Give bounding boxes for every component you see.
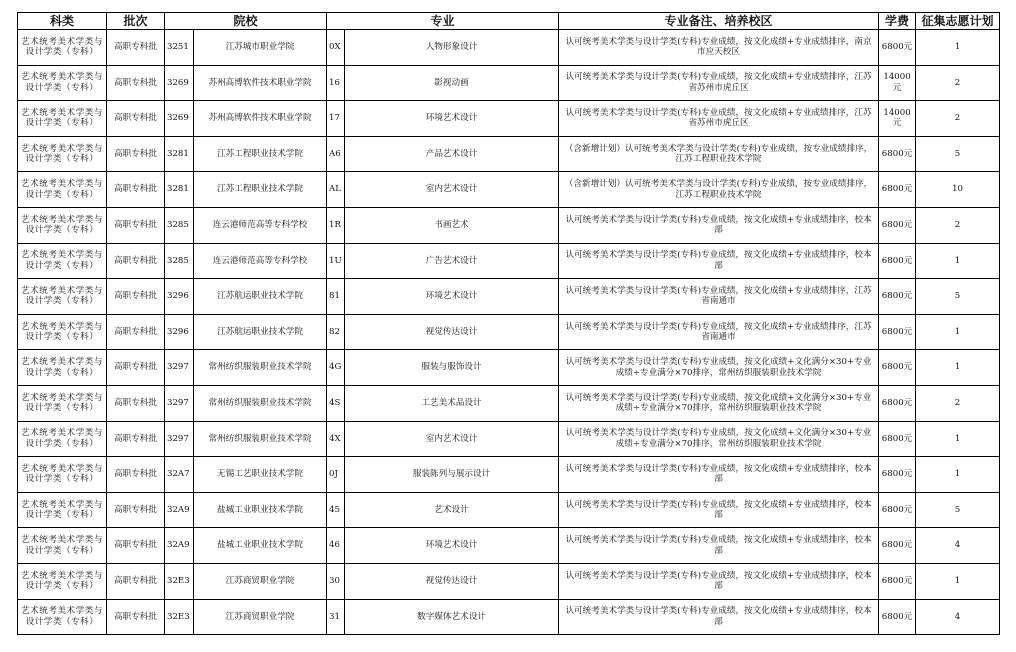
table-row: [18, 172, 1000, 208]
major-code-cell: 81: [327, 279, 345, 315]
table-row: [18, 528, 1000, 564]
school-code-cell: 3281: [165, 136, 194, 172]
note-cell: 认可统考美术学类与设计学类(专科)专业成绩，按文化成绩+专业成绩排序，校本部: [559, 457, 879, 493]
school-name-cell: 苏州高博软件技术职业学院: [194, 101, 327, 137]
plan-cell: 10: [916, 172, 1000, 208]
school-name-cell: 常州纺织服装职业技术学院: [194, 350, 327, 386]
batch-cell: 高职专科批: [107, 101, 165, 137]
school-name-cell: 连云港师范高等专科学校: [194, 207, 327, 243]
school-code-cell: 3281: [165, 172, 194, 208]
school-code-cell: 3297: [165, 385, 194, 421]
major-code-cell: 30: [327, 563, 345, 599]
plan-cell: 4: [916, 599, 1000, 635]
major-name-cell: 环境艺术设计: [345, 279, 559, 315]
batch-cell: 高职专科批: [107, 350, 165, 386]
batch-cell: 高职专科批: [107, 599, 165, 635]
category-cell: 艺术统考美术学类与设计学类（专科）: [18, 528, 107, 564]
major-code-cell: 4G: [327, 350, 345, 386]
category-cell: 艺术统考美术学类与设计学类（专科）: [18, 599, 107, 635]
batch-cell: 高职专科批: [107, 528, 165, 564]
school-name-cell: 苏州高博软件技术职业学院: [194, 65, 327, 101]
school-code-cell: 3296: [165, 279, 194, 315]
header-major: 专业: [327, 13, 559, 30]
plan-cell: 2: [916, 385, 1000, 421]
note-cell: 认可统考美术学类与设计学类(专科)专业成绩，按文化成绩+专业成绩排序，江苏省苏州市虎丘区: [559, 101, 879, 137]
major-code-cell: 45: [327, 492, 345, 528]
batch-cell: 高职专科批: [107, 421, 165, 457]
fee-cell: 6800元: [879, 385, 916, 421]
fee-cell: 6800元: [879, 528, 916, 564]
table-row: [18, 492, 1000, 528]
fee-cell: 6800元: [879, 207, 916, 243]
major-code-cell: A6: [327, 136, 345, 172]
note-cell: 认可统考美术学类与设计学类(专科)专业成绩，按文化成绩+专业成绩排序，校本部: [559, 599, 879, 635]
plan-cell: 2: [916, 101, 1000, 137]
plan-cell: 5: [916, 279, 1000, 315]
table-row: [18, 279, 1000, 315]
plan-cell: 1: [916, 457, 1000, 493]
school-code-cell: 3269: [165, 65, 194, 101]
batch-cell: 高职专科批: [107, 243, 165, 279]
school-code-cell: 32A9: [165, 528, 194, 564]
note-cell: （含新增计划）认可统考美术学类与设计学类(专科)专业成绩，按专业成绩排序，江苏工程职业技术学院: [559, 136, 879, 172]
fee-cell: 6800元: [879, 314, 916, 350]
fee-cell: 14000元: [879, 101, 916, 137]
plan-cell: 2: [916, 207, 1000, 243]
category-cell: 艺术统考美术学类与设计学类（专科）: [18, 136, 107, 172]
major-name-cell: 环境艺术设计: [345, 101, 559, 137]
category-cell: 艺术统考美术学类与设计学类（专科）: [18, 30, 107, 66]
note-cell: 认可统考美术学类与设计学类(专科)专业成绩，按文化成绩+文化满分×30+专业成绩÷专业满分×70排序，常州纺织服装职业技术学院: [559, 385, 879, 421]
table-row: [18, 599, 1000, 635]
school-name-cell: 常州纺织服装职业技术学院: [194, 421, 327, 457]
table-header-row: [18, 13, 1000, 30]
school-code-cell: 32A9: [165, 492, 194, 528]
major-name-cell: 人物形象设计: [345, 30, 559, 66]
major-name-cell: 服装陈列与展示设计: [345, 457, 559, 493]
plan-cell: 5: [916, 492, 1000, 528]
major-name-cell: 服装与服饰设计: [345, 350, 559, 386]
category-cell: 艺术统考美术学类与设计学类（专科）: [18, 314, 107, 350]
major-name-cell: 影视动画: [345, 65, 559, 101]
fee-cell: 6800元: [879, 421, 916, 457]
school-name-cell: 江苏城市职业学院: [194, 30, 327, 66]
school-name-cell: 连云港师范高等专科学校: [194, 243, 327, 279]
major-name-cell: 书画艺术: [345, 207, 559, 243]
plan-cell: 1: [916, 350, 1000, 386]
major-name-cell: 环境艺术设计: [345, 528, 559, 564]
school-name-cell: 常州纺织服装职业技术学院: [194, 385, 327, 421]
batch-cell: 高职专科批: [107, 385, 165, 421]
category-cell: 艺术统考美术学类与设计学类（专科）: [18, 207, 107, 243]
fee-cell: 6800元: [879, 599, 916, 635]
header-category: 科类: [18, 13, 107, 30]
major-code-cell: 1U: [327, 243, 345, 279]
fee-cell: 6800元: [879, 30, 916, 66]
note-cell: 认可统考美术学类与设计学类(专科)专业成绩，按文化成绩+专业成绩排序，校本部: [559, 207, 879, 243]
major-code-cell: 31: [327, 599, 345, 635]
note-cell: 认可统考美术学类与设计学类(专科)专业成绩，按文化成绩+专业成绩排序，校本部: [559, 243, 879, 279]
major-code-cell: 4S: [327, 385, 345, 421]
batch-cell: 高职专科批: [107, 30, 165, 66]
header-school: 院校: [165, 13, 327, 30]
batch-cell: 高职专科批: [107, 492, 165, 528]
table-body: [18, 30, 1000, 635]
major-code-cell: 82: [327, 314, 345, 350]
batch-cell: 高职专科批: [107, 563, 165, 599]
school-code-cell: 32A7: [165, 457, 194, 493]
table-row: [18, 563, 1000, 599]
table-row: [18, 350, 1000, 386]
school-code-cell: 3285: [165, 243, 194, 279]
major-code-cell: 16: [327, 65, 345, 101]
note-cell: 认可统考美术学类与设计学类(专科)专业成绩，按文化成绩+专业成绩排序，江苏省南通市: [559, 314, 879, 350]
category-cell: 艺术统考美术学类与设计学类（专科）: [18, 350, 107, 386]
plan-cell: 1: [916, 314, 1000, 350]
major-code-cell: 1R: [327, 207, 345, 243]
plan-cell: 5: [916, 136, 1000, 172]
table-row: [18, 65, 1000, 101]
plan-cell: 1: [916, 30, 1000, 66]
fee-cell: 6800元: [879, 350, 916, 386]
fee-cell: 6800元: [879, 279, 916, 315]
fee-cell: 6800元: [879, 243, 916, 279]
school-code-cell: 3285: [165, 207, 194, 243]
category-cell: 艺术统考美术学类与设计学类（专科）: [18, 385, 107, 421]
batch-cell: 高职专科批: [107, 65, 165, 101]
fee-cell: 6800元: [879, 492, 916, 528]
table-row: [18, 136, 1000, 172]
major-code-cell: AL: [327, 172, 345, 208]
category-cell: 艺术统考美术学类与设计学类（专科）: [18, 101, 107, 137]
major-name-cell: 室内艺术设计: [345, 172, 559, 208]
major-name-cell: 工艺美术品设计: [345, 385, 559, 421]
major-code-cell: 4X: [327, 421, 345, 457]
header-batch: 批次: [107, 13, 165, 30]
category-cell: 艺术统考美术学类与设计学类（专科）: [18, 457, 107, 493]
note-cell: 认可统考美术学类与设计学类(专科)专业成绩，按文化成绩+专业成绩排序，江苏省南通市: [559, 279, 879, 315]
batch-cell: 高职专科批: [107, 136, 165, 172]
note-cell: 认可统考美术学类与设计学类(专科)专业成绩，按文化成绩+文化满分×30+专业成绩÷专业满分×70排序，常州纺织服装职业技术学院: [559, 350, 879, 386]
major-name-cell: 室内艺术设计: [345, 421, 559, 457]
note-cell: 认可统考美术学类与设计学类(专科)专业成绩，按文化成绩+专业成绩排序，校本部: [559, 528, 879, 564]
school-name-cell: 江苏航运职业技术学院: [194, 279, 327, 315]
school-code-cell: 3297: [165, 350, 194, 386]
major-code-cell: 0J: [327, 457, 345, 493]
table-row: [18, 457, 1000, 493]
school-name-cell: 江苏航运职业技术学院: [194, 314, 327, 350]
category-cell: 艺术统考美术学类与设计学类（专科）: [18, 492, 107, 528]
batch-cell: 高职专科批: [107, 314, 165, 350]
school-code-cell: 3297: [165, 421, 194, 457]
major-code-cell: 46: [327, 528, 345, 564]
table-row: [18, 207, 1000, 243]
table-row: [18, 314, 1000, 350]
note-cell: 认可统考美术学类与设计学类(专科)专业成绩，按文化成绩+文化满分×30+专业成绩÷专业满分×70排序，常州纺织服装职业技术学院: [559, 421, 879, 457]
plan-cell: 1: [916, 421, 1000, 457]
plan-cell: 2: [916, 65, 1000, 101]
category-cell: 艺术统考美术学类与设计学类（专科）: [18, 65, 107, 101]
major-name-cell: 广告艺术设计: [345, 243, 559, 279]
school-name-cell: 江苏商贸职业学院: [194, 599, 327, 635]
table-row: [18, 30, 1000, 66]
fee-cell: 6800元: [879, 563, 916, 599]
school-name-cell: 江苏工程职业技术学院: [194, 172, 327, 208]
major-name-cell: 数字媒体艺术设计: [345, 599, 559, 635]
school-code-cell: 32E3: [165, 599, 194, 635]
batch-cell: 高职专科批: [107, 172, 165, 208]
note-cell: 认可统考美术学类与设计学类(专科)专业成绩，按文化成绩+专业成绩排序，校本部: [559, 492, 879, 528]
admissions-table: [17, 12, 1000, 635]
major-code-cell: 0X: [327, 30, 345, 66]
plan-cell: 1: [916, 563, 1000, 599]
category-cell: 艺术统考美术学类与设计学类（专科）: [18, 243, 107, 279]
fee-cell: 14000元: [879, 65, 916, 101]
table-row: [18, 421, 1000, 457]
fee-cell: 6800元: [879, 172, 916, 208]
admissions-table-container: [17, 12, 1000, 635]
school-code-cell: 3251: [165, 30, 194, 66]
category-cell: 艺术统考美术学类与设计学类（专科）: [18, 421, 107, 457]
school-name-cell: 盐城工业职业技术学院: [194, 492, 327, 528]
school-name-cell: 无锡工艺职业技术学院: [194, 457, 327, 493]
major-code-cell: 17: [327, 101, 345, 137]
major-name-cell: 视觉传达设计: [345, 314, 559, 350]
school-code-cell: 32E3: [165, 563, 194, 599]
header-plan: 征集志愿计划: [916, 13, 1000, 30]
table-row: [18, 385, 1000, 421]
school-name-cell: 盐城工业职业技术学院: [194, 528, 327, 564]
table-row: [18, 243, 1000, 279]
header-fee: 学费: [879, 13, 916, 30]
major-name-cell: 产品艺术设计: [345, 136, 559, 172]
note-cell: （含新增计划）认可统考美术学类与设计学类(专科)专业成绩，按专业成绩排序，江苏工程职业技术学院: [559, 172, 879, 208]
plan-cell: 1: [916, 243, 1000, 279]
major-name-cell: 艺术设计: [345, 492, 559, 528]
school-name-cell: 江苏商贸职业学院: [194, 563, 327, 599]
plan-cell: 4: [916, 528, 1000, 564]
school-name-cell: 江苏工程职业技术学院: [194, 136, 327, 172]
batch-cell: 高职专科批: [107, 457, 165, 493]
school-code-cell: 3296: [165, 314, 194, 350]
batch-cell: 高职专科批: [107, 207, 165, 243]
fee-cell: 6800元: [879, 136, 916, 172]
note-cell: 认可统考美术学类与设计学类(专科)专业成绩，按文化成绩+专业成绩排序，校本部: [559, 563, 879, 599]
category-cell: 艺术统考美术学类与设计学类（专科）: [18, 172, 107, 208]
table-row: [18, 101, 1000, 137]
header-note: 专业备注、培养校区: [559, 13, 879, 30]
category-cell: 艺术统考美术学类与设计学类（专科）: [18, 279, 107, 315]
note-cell: 认可统考美术学类与设计学类(专科)专业成绩，按文化成绩+专业成绩排序，江苏省苏州市虎丘区: [559, 65, 879, 101]
fee-cell: 6800元: [879, 457, 916, 493]
major-name-cell: 视觉传达设计: [345, 563, 559, 599]
school-code-cell: 3269: [165, 101, 194, 137]
category-cell: 艺术统考美术学类与设计学类（专科）: [18, 563, 107, 599]
note-cell: 认可统考美术学类与设计学类(专科)专业成绩，按文化成绩+专业成绩排序，南京市应天校区: [559, 30, 879, 66]
batch-cell: 高职专科批: [107, 279, 165, 315]
